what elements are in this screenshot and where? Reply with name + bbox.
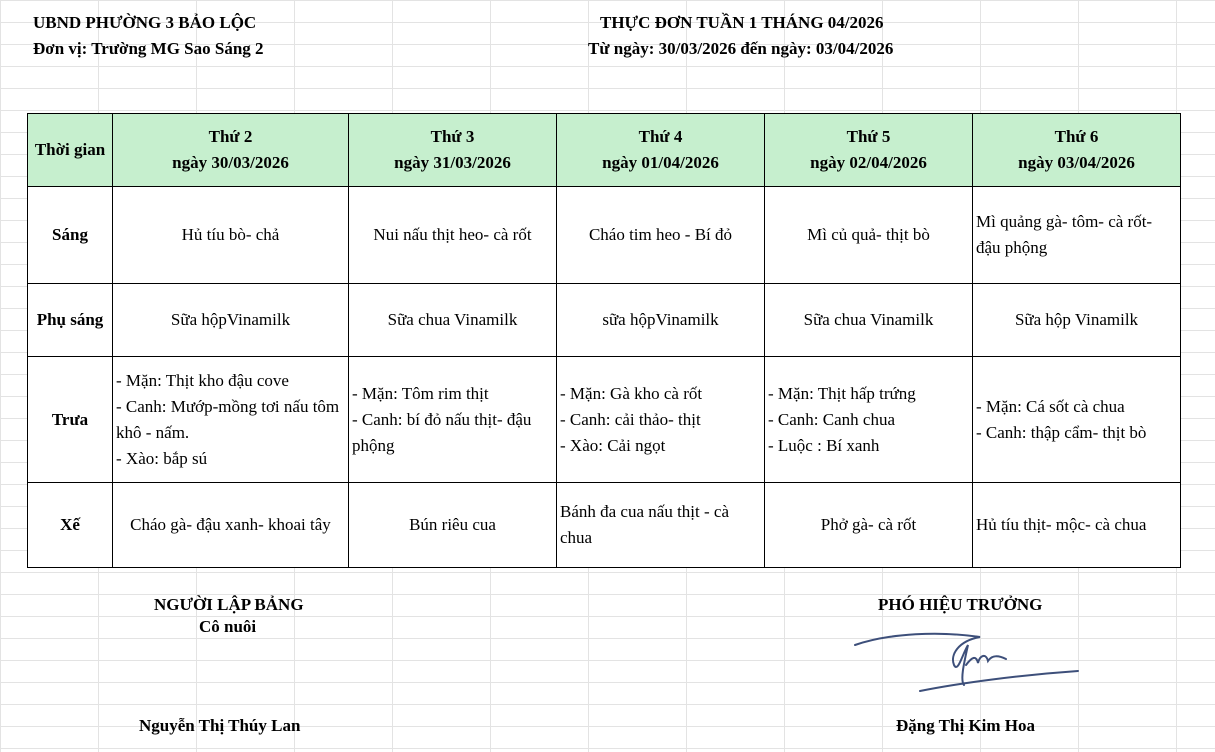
- dish-line: - Mặn: Tôm rim thịt: [352, 383, 489, 403]
- time-header: Thời gian: [28, 114, 113, 187]
- day-date: ngày 03/04/2026: [1018, 153, 1135, 172]
- page-title: THỰC ĐƠN TUẦN 1 THÁNG 04/2026: [600, 13, 884, 32]
- dish-line: - Mặn: Thịt kho đậu cove: [116, 370, 289, 390]
- vp-name: Đặng Thị Kim Hoa: [896, 716, 1036, 735]
- day-name: Thứ 4: [638, 127, 683, 146]
- slot-label: Phụ sáng: [28, 284, 113, 357]
- dish-line: - Canh: thập cẩm- thịt bò: [976, 422, 1147, 442]
- day-date: ngày 02/04/2026: [810, 153, 927, 172]
- org-name: UBND PHƯỜNG 3 BẢO LỘC: [33, 13, 257, 32]
- dish-line: - Canh: Canh chua: [768, 409, 895, 429]
- menu-cell: Cháo gà- đậu xanh- khoai tây: [113, 483, 349, 568]
- slot-label: Xế: [28, 483, 113, 568]
- menu-cell: [113, 357, 349, 483]
- day-header-fri: [973, 114, 1181, 187]
- menu-cell: Sữa chua Vinamilk: [349, 284, 557, 357]
- table-row-breakfast: [28, 187, 1181, 284]
- date-range: Từ ngày: 30/03/2026 đến ngày: 03/04/2026: [588, 39, 894, 58]
- slot-label: Sáng: [28, 187, 113, 284]
- menu-cell: Bánh đa cua nấu thịt - cà chua: [557, 483, 765, 568]
- day-date: ngày 31/03/2026: [394, 153, 511, 172]
- vp-title: PHÓ HIỆU TRƯỞNG: [878, 595, 1043, 614]
- day-header-tue: [349, 114, 557, 187]
- header-row: [28, 114, 1181, 187]
- menu-cell: sữa hộpVinamilk: [557, 284, 765, 357]
- dish-line: - Luộc : Bí xanh: [768, 435, 880, 455]
- dish-line: - Mặn: Thịt hấp trứng: [768, 383, 916, 403]
- maker-name: Nguyễn Thị Thúy Lan: [139, 716, 301, 735]
- table-row-snack: [28, 284, 1181, 357]
- table-row-afternoon: [28, 483, 1181, 568]
- menu-cell: Sữa hộpVinamilk: [113, 284, 349, 357]
- table-row-lunch: [28, 357, 1181, 483]
- unit-name: Đơn vị: Trường MG Sao Sáng 2: [33, 39, 264, 58]
- menu-table: [27, 113, 1181, 568]
- menu-cell: [557, 357, 765, 483]
- menu-cell: Mì củ quả- thịt bò: [765, 187, 973, 284]
- maker-title: NGƯỜI LẬP BẢNG: [154, 595, 304, 614]
- menu-cell: Bún riêu cua: [349, 483, 557, 568]
- day-name: Thứ 3: [430, 127, 475, 146]
- menu-cell: [349, 357, 557, 483]
- day-name: Thứ 6: [1054, 127, 1099, 146]
- menu-cell: Sữa hộp Vinamilk: [973, 284, 1181, 357]
- signature-image: [850, 625, 1085, 700]
- menu-cell: Sữa chua Vinamilk: [765, 284, 973, 357]
- day-header-thu: [765, 114, 973, 187]
- menu-cell: Hủ tíu thịt- mộc- cà chua: [973, 483, 1181, 568]
- day-name: Thứ 5: [846, 127, 891, 146]
- dish-line: - Canh: Mướp-mồng tơi nấu tôm khô - nấm.: [116, 396, 340, 442]
- dish-line: - Mặn: Gà kho cà rốt: [560, 383, 703, 403]
- menu-cell: Mì quảng gà- tôm- cà rốt- đậu phộng: [973, 187, 1181, 284]
- dish-line: - Canh: bí đỏ nấu thịt- đậu phộng: [352, 409, 532, 455]
- day-name: Thứ 2: [208, 127, 253, 146]
- menu-cell: Phở gà- cà rốt: [765, 483, 973, 568]
- maker-role: Cô nuôi: [199, 617, 257, 636]
- dish-line: - Mặn: Cá sốt cà chua: [976, 396, 1125, 416]
- menu-cell: Cháo tim heo - Bí đỏ: [557, 187, 765, 284]
- dish-line: - Xào: bắp sú: [116, 448, 208, 468]
- day-date: ngày 30/03/2026: [172, 153, 289, 172]
- day-header-mon: [113, 114, 349, 187]
- dish-line: - Canh: cải thảo- thịt: [560, 409, 701, 429]
- slot-label: Trưa: [28, 357, 113, 483]
- menu-cell: [765, 357, 973, 483]
- day-date: ngày 01/04/2026: [602, 153, 719, 172]
- day-header-wed: [557, 114, 765, 187]
- dish-line: - Xào: Cải ngọt: [560, 435, 666, 455]
- menu-cell: Hủ tíu bò- chả: [113, 187, 349, 284]
- menu-cell: Nui nấu thịt heo- cà rốt: [349, 187, 557, 284]
- menu-cell: [973, 357, 1181, 483]
